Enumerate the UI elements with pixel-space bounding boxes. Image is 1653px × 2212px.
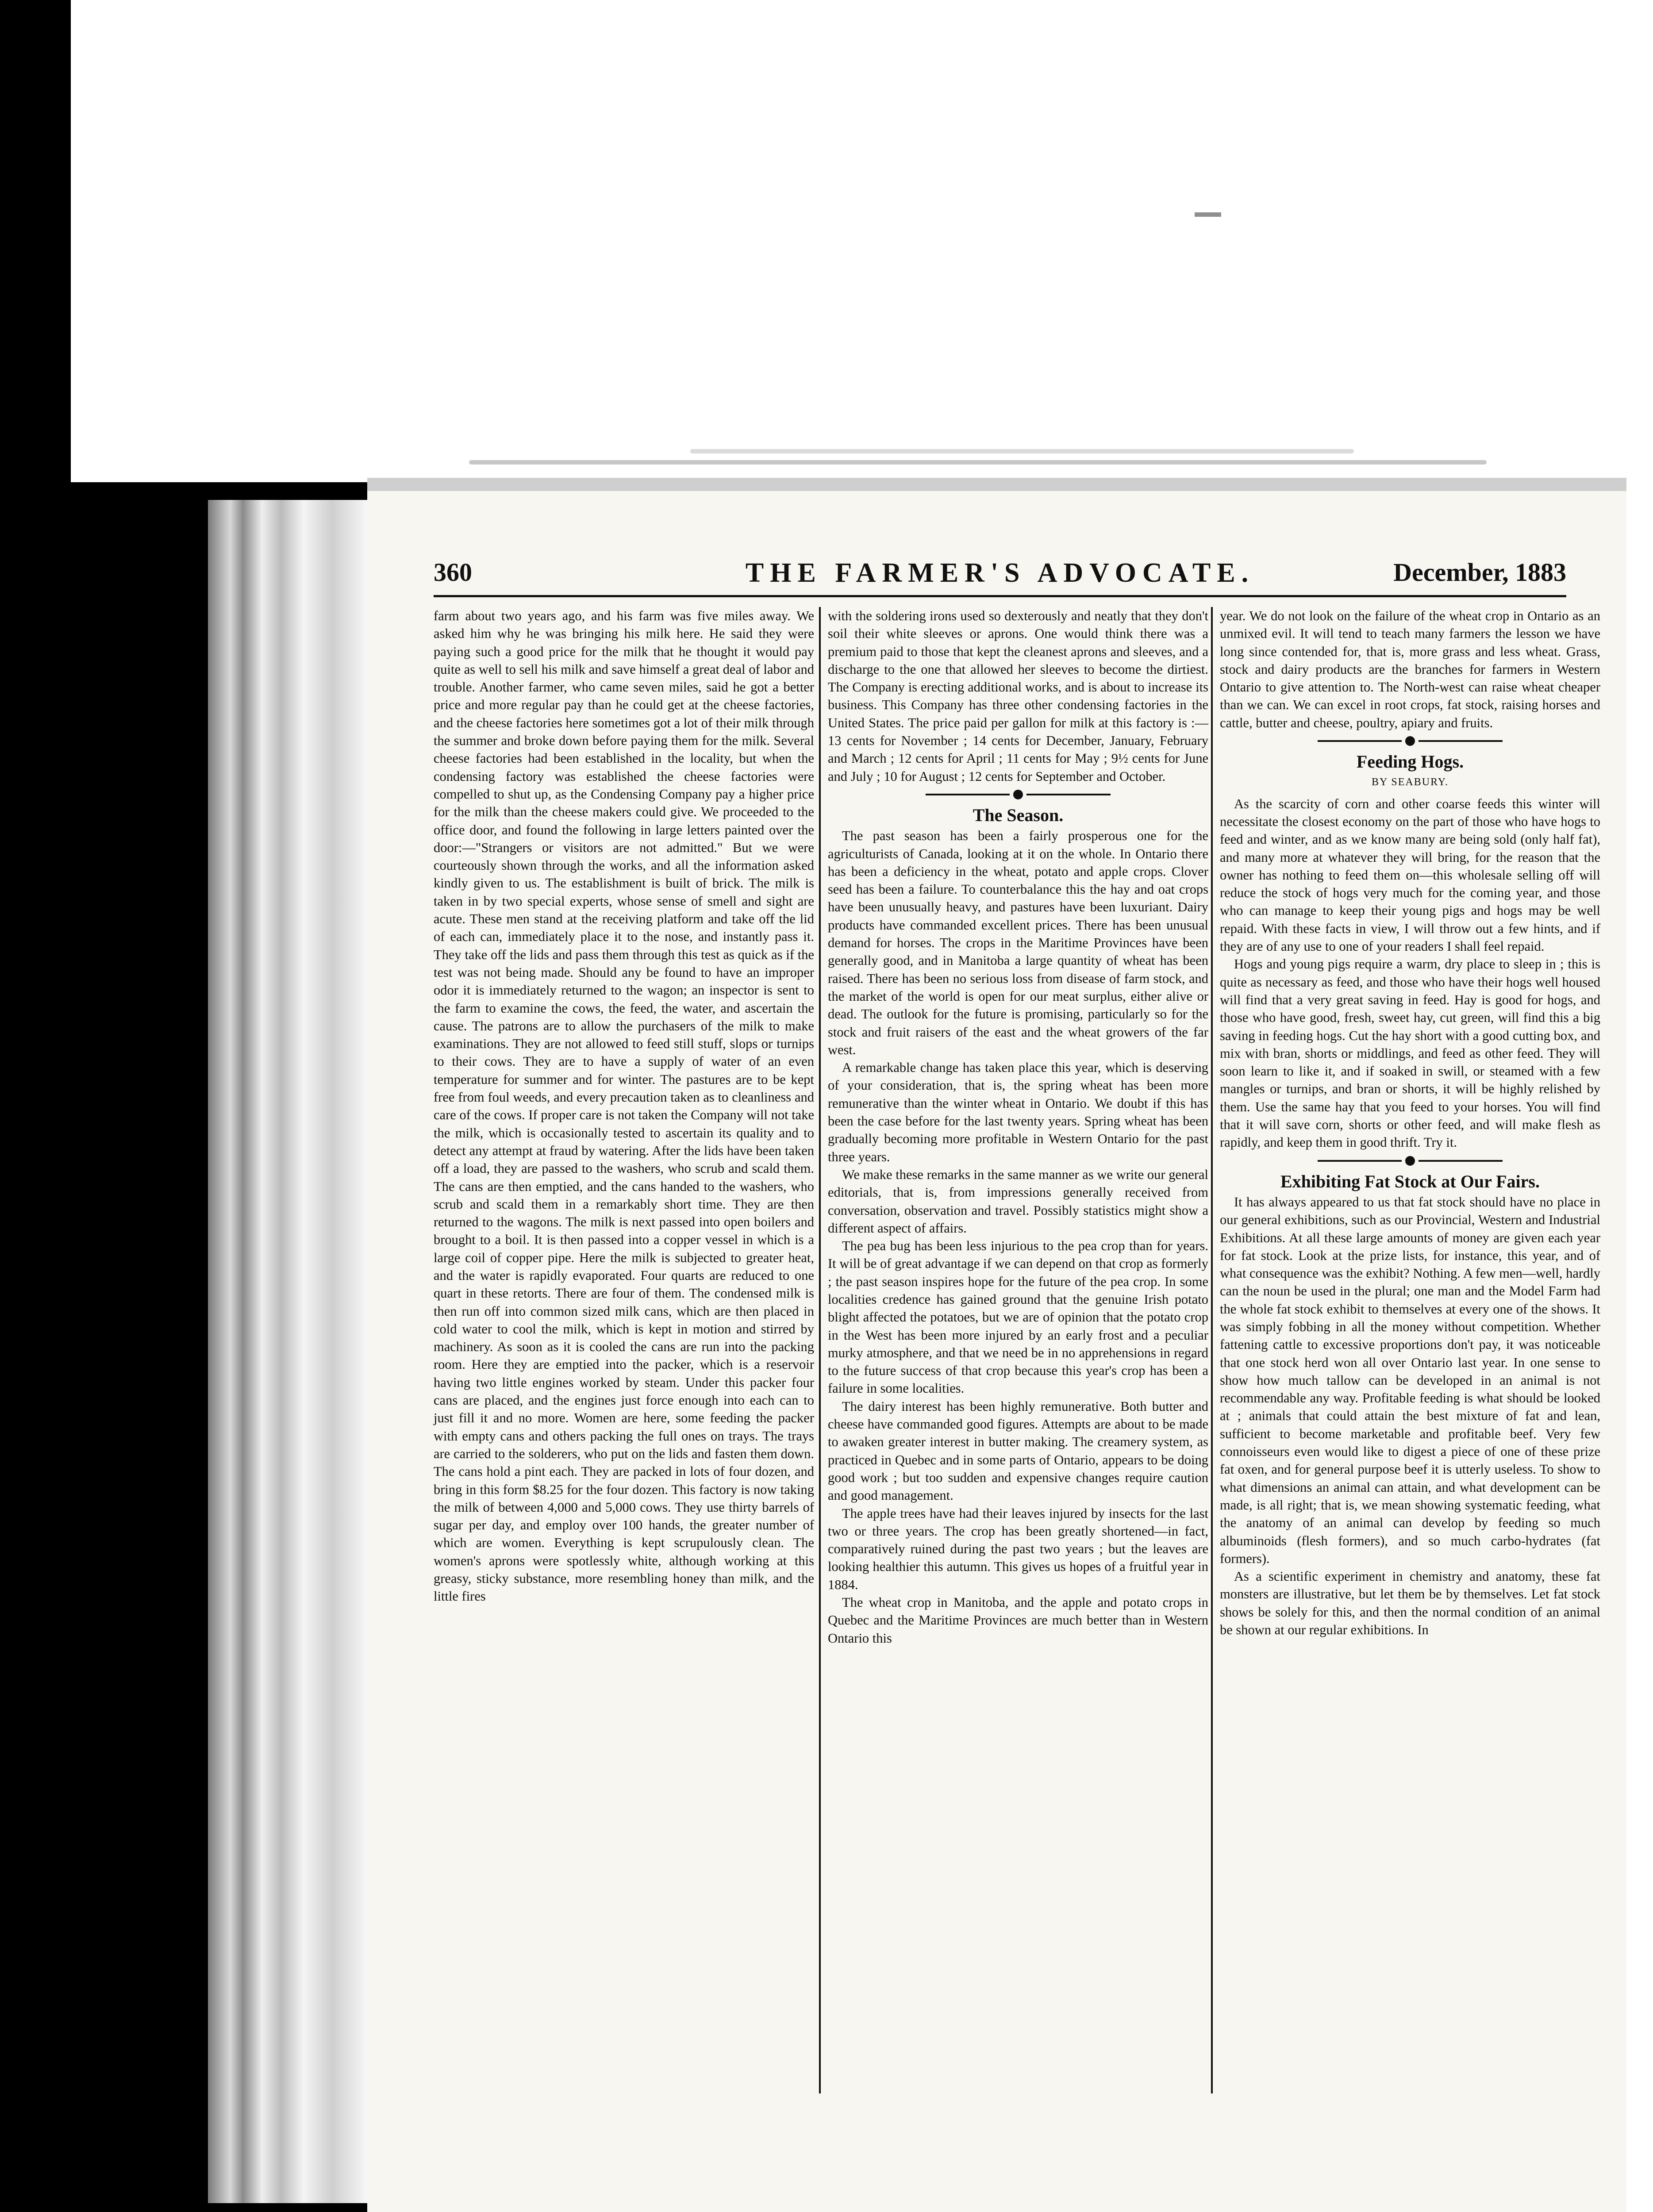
book-spine — [208, 500, 367, 2203]
column-3 — [1220, 607, 1600, 1639]
section-divider — [1220, 735, 1600, 747]
paper-title: THE FARMER'S ADVOCATE. — [745, 558, 1255, 588]
column-rule — [819, 607, 821, 2093]
issue-date: December, 1883 — [1393, 558, 1566, 587]
article-paragraph: As the scarcity of corn and other coarse feeds this winter will necessitate the closest economy on the part of those who have hogs to feed and winter, and as we know many are being sold (only half fat), and many more at whatever they will bring, for the reason that the owner has nothing to feed them on—this wholesale selling off will reduce the stock of hogs very much for the coming year, and those who can manage to keep their young pigs and hogs may be well repaid. With these facts in view, I will throw out a few hints, and if they are of any use to one of your readers I shall feel repaid. — [1220, 796, 1600, 954]
page-number: 360 — [434, 558, 472, 587]
article-paragraph: with the soldering irons used so dexterously and neatly that they don't soil their white sleeves or aprons. One would think there was a premium paid to those that kept the cleanest aprons and sleeves, and a discharge to the one that allowed her sleeves to become the dirtiest. The Company is erecting additional works, and is about to increase its business. This Company has three other condensing factories in the United States. The price paid per gallon for milk at this factory is :—13 cents for November ; 14 cents for December, January, February and March ; 12 cents for April ; 11 cents for May ; 9½ cents for June and July ; 10 for August ; 12 cents for September and October. — [828, 608, 1208, 784]
byline: BY SEABURY. — [1371, 776, 1449, 788]
scan-speck — [1195, 212, 1221, 217]
article-paragraph: farm about two years ago, and his farm was five miles away. We asked him why he was bringing his milk here. He said they were paying such a good price for the milk that he thought it would pay quite as well to sell his milk and save himself a great deal of labor and trouble. Another farmer, who came seven miles, said he got a better price and more regular pay than he could get at the cheese factories, and the cheese factories here sometimes got a lot of their milk through the summer and broke down before paying them for the milk. Several cheese factories had been established in the locality, but when the condensing factory was established the cheese factories were compelled to shut up, as the Condensing Company pay a higher price for the milk than the cheese makers could give. We proceeded to the office door, and found the following in large letters painted over the door:—"Strangers or visitors are not admitted." But we were courteously shown through the works, and all the information asked kindly given to us. The establishment is built of brick. The milk is taken in by two special experts, whose sense of smell and sight are acute. These men stand at the receiving platform and take off the lid of each can, immediately place it to the nose, and instantly pass it. They take off the lids and pass them through this test as quick as if the test was not being made. Should any be found to have an improper odor it is immediately returned to the wagon; an inspector is sent to the farm to examine the cows, the feed, the water, and ascertain the cause. The patrons are to allow the purchasers of the milk to make examinations. They are not allowed to feed still stuff, slops or turnips to their cows. They are to have a supply of water of an even temperature for summer and for winter. The pastures are to be kept free from foul weeds, and every precaution taken as to cleanliness and care of the cows. If proper care is not taken the Company will not take the milk, which is occasionally tested to ascertain its quality and to detect any attempt at fraud by watering. After the lids have been taken off a load, they are passed to the washers, who scrub and scald them. The cans are then emptied, and the cans handed to the washers, who scrub and scald them in a remarkably short time. They are then returned to the wagons. The milk is next passed into open boilers and brought to a boil. It is then passed into a copper vessel in which is a large coil of copper pipe. Here the milk is subjected to greater heat, and the water is rapidly evaporated. Four quarts are reduced to one quart in these retorts. There are four of them. The condensed milk is then run off into common sized milk cans, which are then placed in cold water to cool the milk, which is kept in motion and stirred by machinery. As soon as it is cooled the cans are run into the packing room. Here they are emptied into the packer, which is a reservoir having two little engines worked by steam. Under this packer four cans are placed, and the engines just force enough into each can to just fill it and no more. Women are here, some feeding the packer with empty cans and others packing the full ones on trays. The trays are carried to the solderers, who put on the lids and fasten them down. The cans hold a pint each. They are packed in lots of four dozen, and bring in this form $8.25 for the four dozen. This factory is now taking the milk of between 4,000 and 5,000 cows. They use thirty barrels of sugar per day, and employ over 100 hands, the greater number of which are women. Everything is kept scrupulously clean. The women's aprons were spotlessly white, although working at this greasy, sticky substance, more resembling honey than milk, and the little fires — [434, 608, 814, 1604]
masthead-rule — [434, 595, 1566, 597]
article-paragraph: year. We do not look on the failure of the wheat crop in Ontario as an unmixed evil. It will tend to teach many farmers the lesson we have long since contended for, that is, more grass and less wheat. Grass, stock and dairy products are the branches for farmers in Western Ontario to give attention to. The North-west can raise wheat cheaper than we can. We can excel in root crops, fat stock, raising horses and cattle, butter and cheese, poultry, apiary and fruits. — [1220, 608, 1600, 730]
article-paragraph: A remarkable change has taken place this year, which is deserving of your consideration, that is, the spring wheat has been more remunerative than the winter wheat in Ontario. We doubt if this has been the case before for the last twenty years. Spring wheat has been gradually becoming more profitable in Western Ontario for the past three years. — [828, 1060, 1208, 1164]
article-paragraph: The wheat crop in Manitoba, and the apple and potato crops in Quebec and the Maritime Provinces are much better than in Western Ontario this — [828, 1595, 1208, 1646]
article-paragraph: The pea bug has been less injurious to the pea crop than for years. It will be of great advantage if we can depend on that crop as formerly ; the past season inspires hope for the future of the pea crop. In some localities credence has gained ground that the genuine Irish potato blight affected the potatoes, but we are of opinion that the potato crop in the West has been more injured by an early frost and a peculiar murky atmosphere, and that we need be in no apprehensions in regard to the future success of that crop because this year's crop has been a failure in some localities. — [828, 1238, 1208, 1396]
article-paragraph: As a scientific experiment in chemistry and anatomy, these fat monsters are illustrative, but let them be by themselves. Let fat stock shows be solely for this, and then the normal condition of an animal be shown at our regular exhibitions. In — [1220, 1569, 1600, 1638]
article-paragraph: The apple trees have had their leaves injured by insects for the last two or three years. The crop has been greatly shortened—in fact, comparatively ruined during the past two years ; but the leaves are looking healthier this autumn. This gives us hopes of a fruitful year in 1884. — [828, 1505, 1208, 1592]
right-margin — [1626, 0, 1653, 2212]
article-paragraph: We make these remarks in the same manner as we write our general editorials, that is, from impressions generally received from conversation, observation and travel. Possibly statistics might show a different aspect of affairs. — [828, 1167, 1208, 1236]
column-2 — [828, 607, 1208, 1647]
heading-the-season: The Season. — [973, 805, 1064, 825]
column-1 — [434, 607, 814, 1605]
article-paragraph: The dairy interest has been highly remunerative. Both butter and cheese have commanded good figures. Attempts are about to be made to awaken greater interest in butter making. The creamery system, as practiced in Quebec and in some parts of Ontario, appears to be doing good work ; but too sudden and expensive changes require caution and good management. — [828, 1398, 1208, 1503]
section-divider — [828, 789, 1208, 800]
section-divider — [1220, 1155, 1600, 1167]
article-paragraph: The past season has been a fairly prosperous one for the agriculturists of Canada, looking at it on the whole. In Ontario there has been a deficiency in the wheat, potato and apple crops. Clover seed has been a failure. To counterbalance this the hay and oat crops have been unusually heavy, and pastures have been luxuriant. Dairy products have commanded excellent prices. There has been unusual demand for horses. The crops in the Maritime Provinces have been generally good, and in Manitoba a large quantity of wheat has been raised. There has been no serious loss from disease of farm stock, and the market of the world is open for our meat surplus, either alive or dead. The outlook for the future is promising, particularly so for the stock and fruit raisers of the east and the wheat growers of the far west. — [828, 828, 1208, 1057]
background-sheet — [71, 0, 1653, 482]
heading-exhibiting-fat-stock: Exhibiting Fat Stock at Our Fairs. — [1280, 1171, 1540, 1191]
scan-streak — [690, 449, 1354, 453]
scan-streak — [469, 460, 1487, 465]
masthead — [434, 557, 1566, 588]
column-rule — [1211, 607, 1213, 2093]
article-paragraph: Hogs and young pigs require a warm, dry place to sleep in ; this is quite as necessary as feed, and those who have their hogs well housed will find that a very great saving in feed. Hay is good for hogs, and those who have good, fresh, sweet hay, cut green, will find this a big saving in feeding hogs. Cut the hay short with a good cutting box, and mix with bran, shorts or middlings, and feed as other feed. They will soon learn to like it, and if soaked in swill, or steamed with a few mangles or turnips, and bran or shorts, it will be highly relished by them. Use the same hay that you feed to your horses. You will find that it will save corn, shorts or other feed, and will make flesh as rapidly, and keep them in good thrift. Try it. — [1220, 956, 1600, 1150]
article-paragraph: It has always appeared to us that fat stock should have no place in our general exhibitions, such as our Provincial, Western and Industrial Exhibitions. At all these large amounts of money are given each year for fat stock. Look at the prize lists, for instance, this year, and of what consequence was the exhibit? Nothing. A few men—well, hardly can the noun be used in the plural; one man and the Model Farm had the whole fat stock exhibit to themselves at every one of the shows. It was simply fobbing in all the money without competition. Whether fattening cattle to excessive proportions don't pay, it was noticeable that one stock herd won all over Ontario last year. In one sense to show how much tallow can be developed in an animal is not recommendable any way. Profitable feeding is what should be looked at ; animals that could attain the best mixture of fat and lean, sufficient to become marketable and profitable beef. Very few connoisseurs even would like to digest a piece of one of these prize fat oxen, and for general purpose beef it is utterly useless. To show to what dimensions an animal can attain, and what development can be made, is all right; that is, we mean showing systematic feeding, what the anatomy of an animal can develop by feeding so much albuminoids (flesh formers), and so much carbo-hydrates (fat formers). — [1220, 1194, 1600, 1566]
heading-feeding-hogs: Feeding Hogs. — [1356, 752, 1464, 772]
